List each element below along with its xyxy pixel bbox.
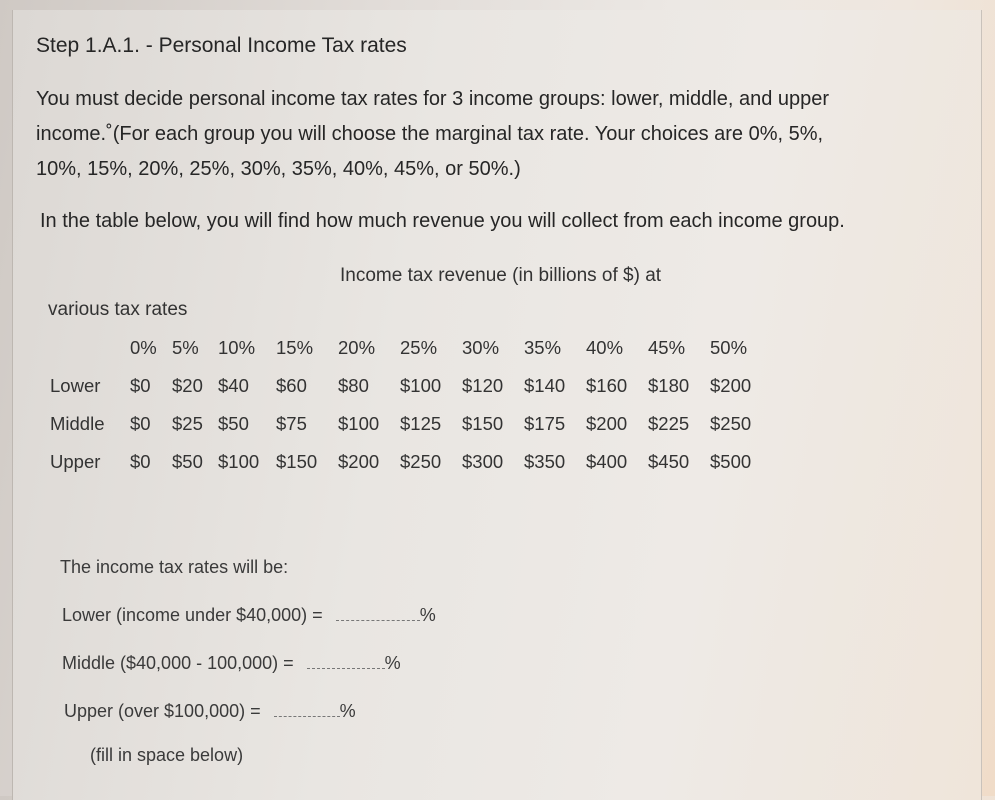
revenue-table: [50, 337, 772, 489]
row-label: Upper: [50, 451, 101, 472]
column-header: 50%: [710, 337, 748, 358]
table-cell: $125: [400, 413, 442, 434]
row-label: Lower: [50, 375, 101, 396]
table-row-upper: [50, 451, 772, 489]
table-cell: $175: [524, 413, 566, 434]
table-cell: $160: [586, 375, 628, 396]
lower-rate-label: Lower (income under $40,000) =: [62, 605, 323, 625]
form-heading: The income tax rates will be:: [60, 557, 289, 577]
middle-rate-row: [62, 652, 401, 674]
percent-sign: %: [419, 605, 436, 625]
table-cell: $100: [400, 375, 442, 396]
column-header: 0%: [130, 337, 157, 358]
table-intro: In the table below, you will find how much revenue you will collect from each income group.: [40, 210, 845, 232]
table-cell: $20: [172, 375, 203, 396]
table-caption-continued: various tax rates: [48, 299, 188, 320]
table-cell: $80: [338, 375, 369, 396]
middle-rate-blank[interactable]: [307, 652, 385, 669]
table-row-middle: [50, 413, 772, 451]
lower-rate-row: [62, 604, 436, 626]
table-cell: $100: [338, 413, 380, 434]
table-cell: $150: [276, 451, 318, 472]
table-cell: $60: [276, 375, 307, 396]
table-cell: $120: [462, 375, 504, 396]
percent-sign: %: [384, 653, 401, 673]
table-corner: [50, 337, 130, 375]
table-cell: $300: [462, 451, 504, 472]
lower-rate-blank[interactable]: [336, 604, 420, 621]
table-cell: $250: [710, 413, 752, 434]
column-header: 20%: [338, 337, 376, 358]
table-cell: $25: [172, 413, 203, 434]
intro-line-3: 10%, 15%, 20%, 25%, 30%, 35%, 40%, 45%, or 50%.): [36, 158, 521, 180]
fill-in-note: (fill in space below): [90, 745, 244, 765]
column-header: 40%: [586, 337, 624, 358]
table-cell: $0: [130, 451, 151, 472]
intro-line-1: You must decide personal income tax rates for 3 income groups: lower, middle, and upper: [36, 88, 830, 110]
table-header-row: [50, 337, 772, 375]
page-title: Step 1.A.1. - Personal Income Tax rates: [36, 34, 407, 57]
table-row-lower: [50, 375, 772, 413]
table-cell: $140: [524, 375, 566, 396]
table-cell: $180: [648, 375, 690, 396]
table-cell: $100: [218, 451, 260, 472]
table-caption: Income tax revenue (in billions of $) at: [340, 265, 662, 286]
table-cell: $250: [400, 451, 442, 472]
table-cell: $200: [338, 451, 380, 472]
upper-rate-label: Upper (over $100,000) =: [64, 701, 261, 721]
column-header: 35%: [524, 337, 562, 358]
table-cell: $500: [710, 451, 752, 472]
table-cell: $350: [524, 451, 566, 472]
table-cell: $400: [586, 451, 628, 472]
table-cell: $75: [276, 413, 307, 434]
middle-rate-label: Middle ($40,000 - 100,000) =: [62, 653, 294, 673]
column-header: 15%: [276, 337, 314, 358]
table-cell: $225: [648, 413, 690, 434]
table-cell: $450: [648, 451, 690, 472]
column-header: 10%: [218, 337, 256, 358]
table-cell: $0: [130, 375, 151, 396]
row-label: Middle: [50, 413, 105, 434]
column-header: 5%: [172, 337, 199, 358]
table-cell: $150: [462, 413, 504, 434]
column-header: 30%: [462, 337, 500, 358]
column-header: 25%: [400, 337, 438, 358]
table-cell: $200: [710, 375, 752, 396]
intro-line-2: income.˚(For each group you will choose the marginal tax rate. Your choices are 0%, 5%,: [36, 123, 824, 145]
upper-rate-row: [64, 700, 356, 722]
table-cell: $50: [172, 451, 203, 472]
table-cell: $0: [130, 413, 151, 434]
table-cell: $50: [218, 413, 249, 434]
column-header: 45%: [648, 337, 686, 358]
table-cell: $200: [586, 413, 628, 434]
upper-rate-blank[interactable]: [274, 700, 340, 717]
percent-sign: %: [339, 701, 356, 721]
table-cell: $40: [218, 375, 249, 396]
